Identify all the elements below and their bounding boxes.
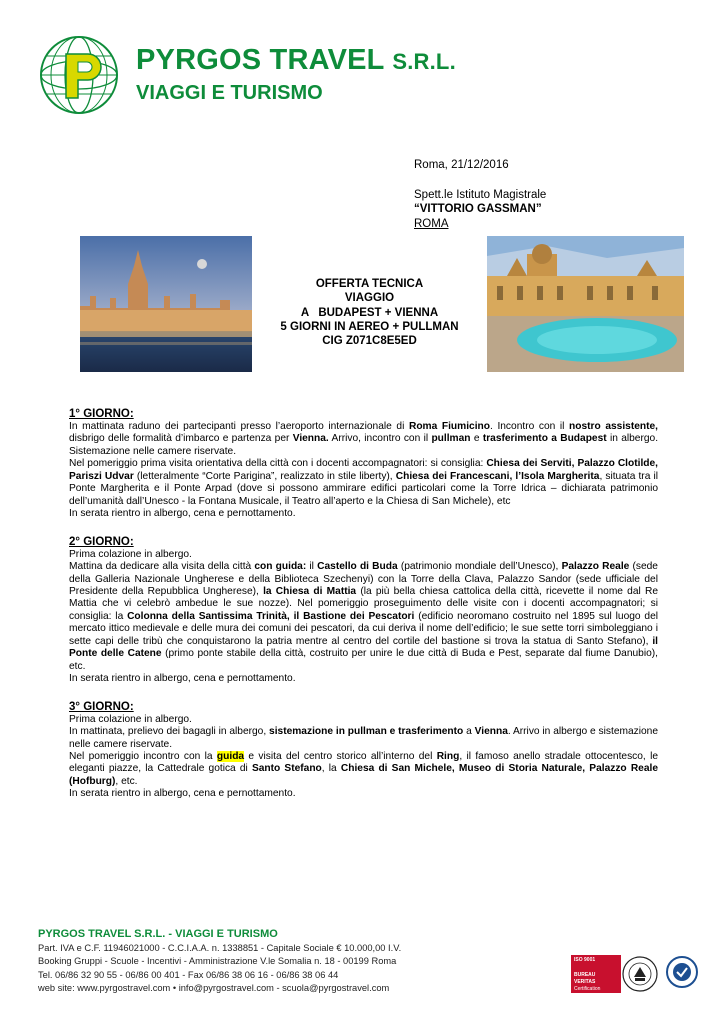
footer-line1: Part. IVA e C.F. 11946021000 - C.C.I.A.A. n. 1338851 - Capitale Sociale € 10.000,00 I.V. (38, 943, 402, 954)
day1-paragraph1: In mattinata raduno dei partecipanti presso l’aeroporto internazionale di Roma Fiumicino. Incontro con il nostro assistente, disbrigo delle formalità d’imbarco e partenza per Vienna. Arrivo, incontro con il pullman e trasferimento a Budapest in albergo. Sistemazione nelle camere riservate. (69, 421, 659, 457)
day1-title: 1° GIORNO: (69, 408, 134, 420)
letter-date: Roma, 21/12/2016 (414, 159, 509, 171)
company-logo-globe-icon (38, 34, 120, 116)
offer-line3: A BUDAPEST + VIENNA (300, 306, 439, 319)
day1-paragraph2: Nel pomeriggio prima visita orientativa della città con i docenti accompagnatori: si consiglia: Chiesa dei Serviti, Palazzo Clotilde, Pariszi Udvar (letteralmente “Corte Parigina”, realizzato in stile liberty), Chiesa dei Francescani, l’Isola Margherita, situata tra il Ponte Margherita e il Ponte Arpad (dove si possono ammirare edifici particolari come la Torre Idrica – dichiarata patrimonio dell’umanità dall’Unesco - la Fontana Musicale, il Teatro all’aperto e la Chiesa di San Michele), etc (69, 458, 658, 507)
offer-line4: 5 GIORNI IN AEREO + PULLMAN (280, 320, 459, 333)
highlighted-guida: guida (216, 750, 245, 762)
address-block (414, 158, 546, 231)
budapest-parliament-photo (80, 236, 252, 372)
brand-name-text: PYRGOS TRAVEL (136, 44, 385, 76)
offer-heading (252, 277, 487, 348)
day3-paragraph1: Prima colazione in albergo. (69, 713, 192, 725)
day2-paragraph1: Prima colazione in albergo. (69, 548, 192, 560)
day1-section (69, 407, 658, 521)
footer-line4: web site: www.pyrgostravel.com • info@pyrgostravel.com - scuola@pyrgostravel.com (38, 982, 390, 993)
badge-line2: BUREAU VERITAS (574, 972, 596, 985)
badge-line3: Certification (574, 986, 601, 992)
recipient-city: ROMA (414, 217, 449, 230)
day3-paragraph3: Nel pomeriggio incontro con la guida e visita del centro storico all’interno del Ring, il famoso anello stradale ottocentesco, le eleganti piazze, la Cattedrale gotica di Santo Stefano, la Chiesa di San Michele, Museo di Storia Naturale, Palazzo Reale (Hofburg), etc. (69, 750, 659, 787)
day2-title: 2° GIORNO: (69, 535, 134, 548)
brand-name (136, 44, 456, 77)
offer-line1: OFFERTA TECNICA (315, 278, 424, 290)
bureau-veritas-seal-icon (621, 955, 659, 993)
day3-title: 3° GIORNO: (69, 700, 134, 713)
day3-paragraph2: In mattinata, prelievo dei bagagli in albergo, sistemazione in pullman e trasferimento a Vienna. Arrivo in albergo e sistemazione nelle camere riservate. (69, 726, 658, 750)
recipient-line2: “VITTORIO GASSMAN” (414, 203, 542, 215)
iso-certification-badge (571, 955, 661, 993)
footer-line3: Tel. 06/86 32 90 55 - 06/86 00 401 - Fax 06/86 38 06 16 - 06/86 38 06 44 (38, 969, 339, 980)
day3-section (69, 700, 658, 801)
day2-section (69, 535, 658, 686)
day2-paragraph2: Mattina da dedicare alla visita della città con guida: il Castello di Buda (patrimonio mondiale dell’Unesco), Palazzo Reale (sede della Galleria Nazionale Ungherese e della Biblioteca Szechenyi) con la Torre della Clava, Palazzo Sandor (sede ufficiale del Presidente della Repubblica Ungherese), la Chiesa di Mattia (la più bella chiesa cattolica della città, ricevette il nome dal Re Mattia che vi celebrò ambedue le sue nozze). Nel pomeriggio proseguimento delle visite con i docenti accompagnatori; si consiglia: la Colonna della Santissima Trinità, il Bastione dei Pescatori (edificio neoromano costruito nel 1895 sul luogo del mercato ittico medievale e delle mura dei comuni dei pescatori, da cui deriva il nome dell’edificio; le sue sette torri simboleggiano i sette capi delle tribù che conquistarono la patria mentre al centro del cortile del bastione si trova la statua di Santo Stefano), il Ponte delle Catene (primo ponte stabile della città, costruito per unire le due città di Buda e Pest, separate dal fiume Danubio), etc. (69, 561, 658, 672)
badge-line1: ISO 9001 (574, 957, 596, 963)
day2-paragraph3: In serata rientro in albergo, cena e pernottamento. (69, 673, 296, 685)
day3-paragraph4: In serata rientro in albergo, cena e pernottamento. (69, 788, 296, 800)
brand-subtitle: VIAGGI E TURISMO (136, 82, 323, 104)
recipient-line1: Spett.le Istituto Magistrale (414, 188, 547, 201)
offer-line2: VIAGGIO (344, 292, 395, 305)
thermal-bath-photo (487, 236, 684, 372)
company-footer (38, 928, 401, 995)
itinerary-body (69, 407, 658, 815)
footer-title: PYRGOS TRAVEL S.R.L. - VIAGGI E TURISMO (38, 928, 278, 940)
accreditation-seal-icon (665, 955, 699, 989)
offer-line5: CIG Z071C8E5ED (322, 335, 417, 348)
footer-line2: Booking Gruppi - Scuole - Incentivi - Amministrazione V.le Somalia n. 18 - 00199 Roma (38, 956, 397, 967)
brand-suffix: S.R.L. (392, 49, 456, 74)
day1-paragraph3: In serata rientro in albergo, cena e pernottamento. (69, 508, 296, 520)
